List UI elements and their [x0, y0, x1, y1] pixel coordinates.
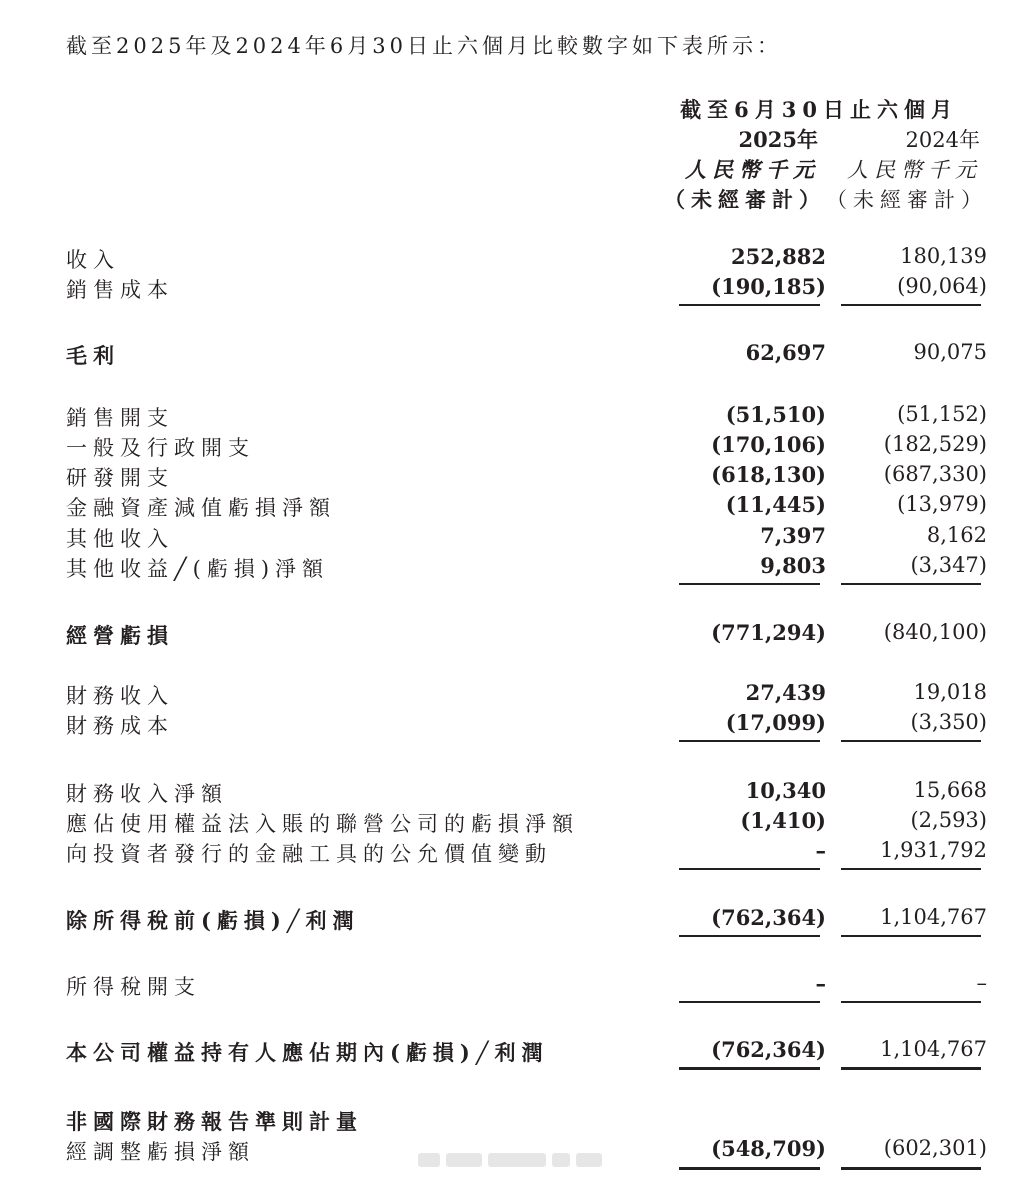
row-label: 財務成本 [66, 714, 174, 738]
row-label: 本公司權益持有人應佔期內(虧損)╱利潤 [66, 1040, 549, 1065]
row-label: 其他收益╱(虧損)淨額 [66, 557, 330, 581]
subtotal-rule [841, 304, 981, 306]
value-2024: (3,350) [910, 710, 987, 734]
value-2024: 90,075 [913, 340, 987, 364]
subtotal-rule [679, 740, 820, 742]
value-2025: 7,397 [760, 523, 826, 548]
value-2025: (762,364) [711, 1037, 826, 1062]
row-label: 應佔使用權益法入賬的聯營公司的虧損淨額 [66, 812, 579, 836]
table-row [0, 905, 1028, 935]
subtotal-rule [841, 868, 981, 870]
row-label: 收入 [66, 248, 120, 272]
value-2025: 62,697 [745, 340, 826, 365]
audit-2025-header: （未經審計） [664, 187, 826, 212]
subtotal-rule [841, 1001, 981, 1003]
row-label: 銷售開支 [66, 406, 174, 430]
value-2025: (618,130) [711, 462, 826, 487]
value-2025: (1,410) [740, 808, 826, 833]
table-row [0, 838, 1028, 868]
row-label: 研發開支 [66, 466, 174, 490]
table-row [0, 492, 1028, 522]
row-label: 毛利 [66, 343, 120, 368]
value-2025: – [815, 971, 826, 996]
value-2024: 8,162 [926, 523, 987, 547]
row-label: 財務收入 [66, 684, 174, 708]
row-label: 向投資者發行的金融工具的公允價值變動 [66, 842, 552, 866]
row-label: 財務收入淨額 [66, 782, 228, 806]
row-label: 經調整虧損淨額 [66, 1140, 255, 1164]
value-2024: (2,593) [910, 808, 987, 832]
table-row [0, 462, 1028, 492]
value-2025: (190,185) [711, 274, 826, 299]
value-2024: (51,152) [897, 402, 987, 426]
row-label: 其他收入 [66, 527, 174, 551]
row-label: 經營虧損 [66, 623, 174, 648]
table-row [0, 432, 1028, 462]
value-2024: (602,301) [883, 1136, 987, 1160]
subtotal-rule [841, 935, 981, 937]
subtotal-rule [841, 740, 981, 742]
subtotal-rule [679, 583, 820, 585]
subtotal-rule [679, 868, 820, 870]
total-double-rule [679, 1167, 820, 1170]
value-2024: 1,104,767 [880, 905, 987, 929]
value-2025: 27,439 [745, 680, 826, 705]
row-label: 銷售成本 [66, 278, 174, 302]
table-row [0, 340, 1028, 370]
value-2024: 180,139 [900, 244, 987, 268]
value-2025: (762,364) [711, 905, 826, 930]
table-row [0, 274, 1028, 304]
table-row [0, 553, 1028, 583]
value-2024: 1,104,767 [880, 1037, 987, 1061]
value-2024: 19,018 [913, 680, 987, 704]
total-double-rule [679, 1067, 820, 1070]
value-2025: 10,340 [745, 778, 826, 803]
year-2025-header: 2025年 [738, 127, 818, 152]
period-header: 截至6月30日止六個月 [680, 97, 958, 122]
value-2025: (170,106) [711, 432, 826, 457]
table-row [0, 1037, 1028, 1067]
total-double-rule [841, 1067, 981, 1070]
intro-text: 截至2025年及2024年6月30日止六個月比較數字如下表所示： [66, 34, 782, 58]
row-label: 除所得稅前(虧損)╱利潤 [66, 908, 360, 933]
value-2024: (3,347) [910, 553, 987, 577]
value-2024: – [976, 971, 987, 995]
section-heading [0, 1106, 1028, 1136]
table-row [0, 523, 1028, 553]
value-2024: (182,529) [883, 432, 987, 456]
year-2024-header: 2024年 [905, 128, 980, 152]
table-row [0, 778, 1028, 808]
subtotal-rule [841, 583, 981, 585]
total-double-rule [841, 1167, 981, 1170]
value-2025: 9,803 [760, 553, 826, 578]
value-2025: (11,445) [725, 492, 826, 517]
table-row [0, 620, 1028, 650]
subtotal-rule [679, 935, 820, 937]
value-2025: (548,709) [711, 1136, 826, 1161]
value-2025: (771,294) [711, 620, 826, 645]
row-label: 所得稅開支 [66, 975, 201, 999]
value-2025: (51,510) [725, 402, 826, 427]
value-2024: (840,100) [883, 620, 987, 644]
table-row [0, 710, 1028, 740]
currency-2025-header: 人民幣千元 [685, 157, 820, 182]
value-2024: 15,668 [913, 778, 987, 802]
row-label: 金融資產減值虧損淨額 [66, 496, 336, 520]
value-2024: (687,330) [883, 462, 987, 486]
table-row [0, 808, 1028, 838]
table-row [0, 402, 1028, 432]
audit-2024-header: （未經審計） [826, 188, 988, 212]
table-row [0, 971, 1028, 1001]
table-row [0, 680, 1028, 710]
value-2025: – [815, 838, 826, 863]
row-label: 一般及行政開支 [66, 436, 255, 460]
row-label: 非國際財務報告準則計量 [66, 1109, 363, 1134]
table-row [0, 244, 1028, 274]
value-2024: 1,931,792 [880, 838, 987, 862]
value-2025: (17,099) [725, 710, 826, 735]
value-2024: (13,979) [897, 492, 987, 516]
subtotal-rule [679, 1001, 820, 1003]
watermark-graphic [418, 1150, 608, 1170]
currency-2024-header: 人民幣千元 [847, 158, 982, 182]
value-2025: 252,882 [731, 244, 826, 269]
subtotal-rule [679, 304, 820, 306]
value-2024: (90,064) [897, 274, 987, 298]
